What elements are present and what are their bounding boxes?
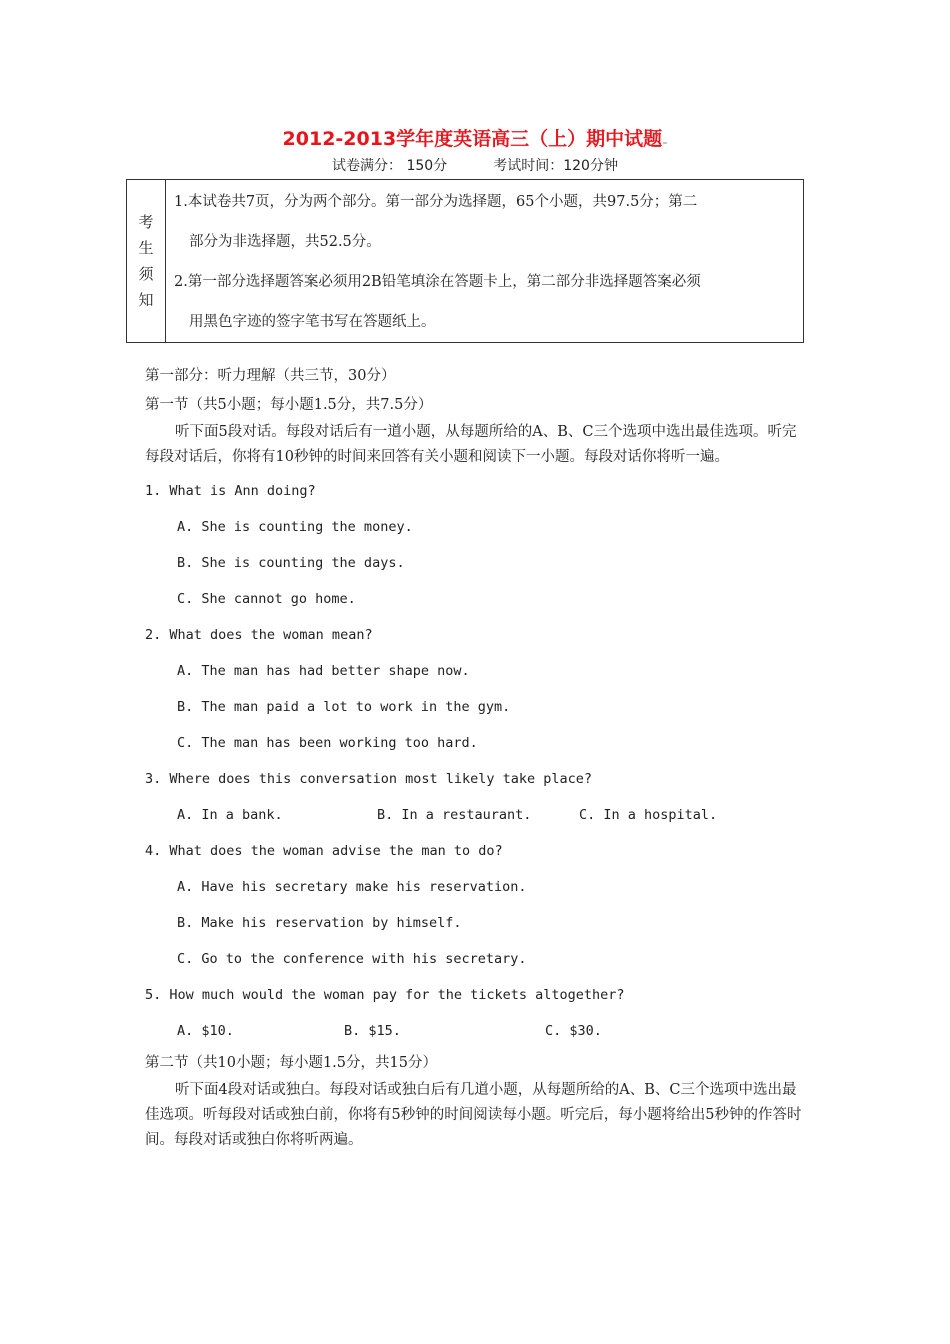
option-row [145,1013,810,1049]
section-heading: 第二节（共10小题；每小题1.5分，共15分） [145,1055,437,1071]
question: 2. What does the woman mean? [145,627,373,643]
option: A. In a bank. [177,807,283,823]
section-instructions: 听下面5段对话。每段对话后有一道小题，从每题所给的A、B、C三个选项中选出最佳选项。听完每段对话后，你将有10秒钟的时间来回答有关小题和阅读下一小题。每段对话你将听一遍。 [145,424,797,465]
option-row [145,797,810,833]
exam-title [0,124,950,151]
notice-side-label: 考 生 须 知 [127,180,166,343]
notice-item-1: 1.本试卷共7页，分为两个部分。第一部分为选择题，65个小题，共97.5分；第二 [174,194,698,210]
option: A. Have his secretary make his reservation. [177,879,527,895]
exam-time: 考试时间：120分钟 [493,158,618,174]
option: A. She is counting the money. [177,519,413,535]
question: 5. How much would the woman pay for the tickets altogether? [145,987,625,1003]
option: A. The man has had better shape now. [177,663,470,679]
exam-title-text: 2012-2013学年度英语高三（上）期中试题 [282,128,663,150]
option: C. In a hospital. [579,807,718,823]
section-instructions: 听下面4段对话或独白。每段对话或独白后有几道小题，从每题所给的A、B、C三个选项中选出最佳选项。听每段对话或独白前，你将有5秒钟的时间阅读每小题。听完后，每小题将给出5秒钟的作答时间。每段对话或独白你将听两遍。 [145,1082,802,1148]
option: C. The man has been working too hard. [177,735,478,751]
notice-item-2: 2.第一部分选择题答案必须用2B铅笔填涂在答题卡上，第二部分非选择题答案必须 [174,274,701,290]
option: B. She is counting the days. [177,555,405,571]
option: B. $15. [344,1023,401,1039]
option: C. $30. [545,1023,602,1039]
option: B. Make his reservation by himself. [177,915,462,931]
question: 1. What is Ann doing? [145,483,316,499]
notice-item-1-cont: 部分为非选择题，共52.5分。 [189,234,381,250]
option: A. $10. [177,1023,234,1039]
notice-body [166,180,804,343]
option: C. She cannot go home. [177,591,356,607]
exam-content [145,362,810,1156]
part-heading: 第一部分：听力理解（共三节，30分） [145,368,396,384]
full-score: 试卷满分： 150分 [332,158,448,174]
exam-info [0,155,950,175]
question: 4. What does the woman advise the man to do? [145,843,503,859]
notice-item-2-cont: 用黑色字迹的签字笔书写在答题纸上。 [189,314,436,330]
paragraph-mark: ₌ [662,137,668,148]
option: B. The man paid a lot to work in the gym. [177,699,511,715]
notice-box [126,179,804,343]
question: 3. Where does this conversation most likely take place? [145,771,593,787]
option: B. In a restaurant. [377,807,532,823]
option: C. Go to the conference with his secretary. [177,951,527,967]
section-heading: 第一节（共5小题；每小题1.5分，共7.5分） [145,397,433,413]
